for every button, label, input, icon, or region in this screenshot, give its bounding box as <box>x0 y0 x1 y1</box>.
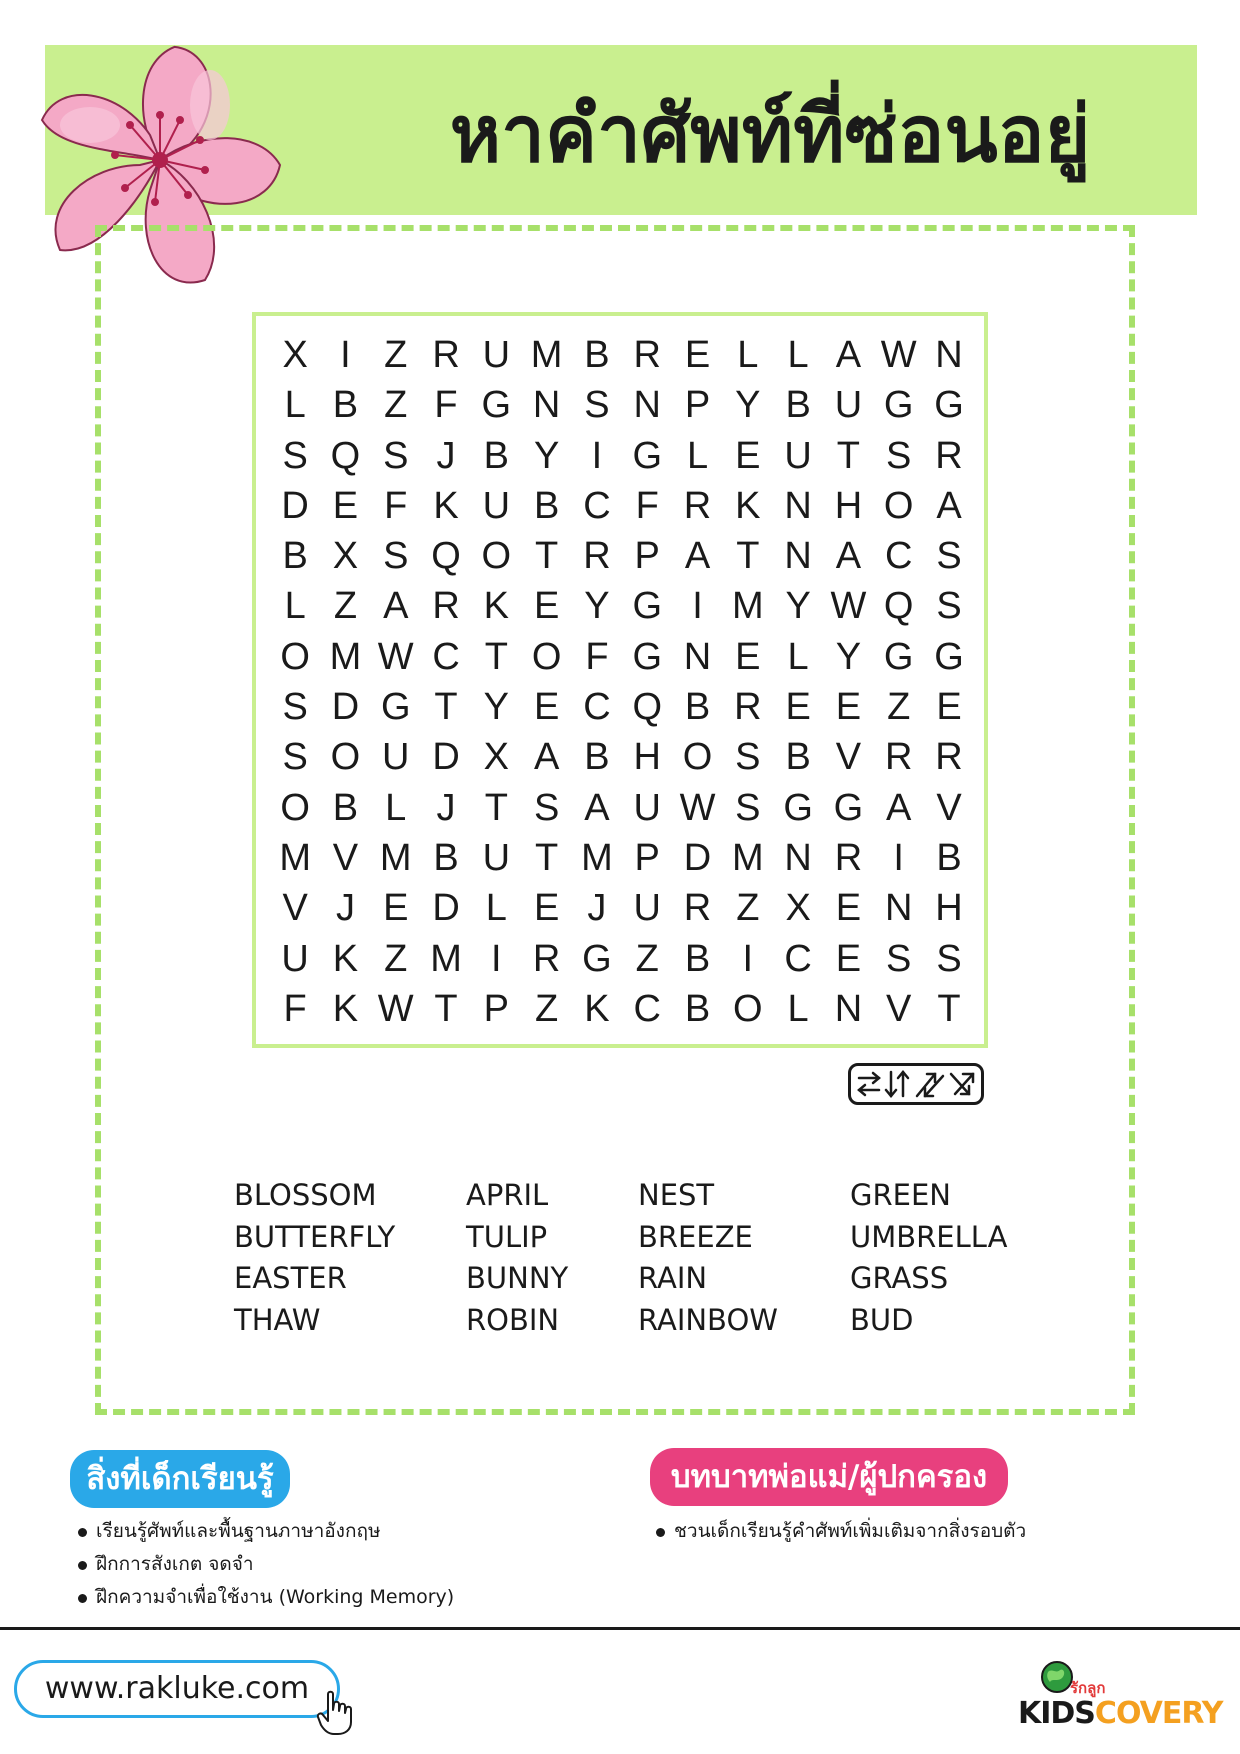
grid-letter: E <box>684 334 711 376</box>
kidscovery-logo <box>1018 1652 1228 1742</box>
grid-letter: J <box>587 887 607 930</box>
grid-letter: N <box>683 635 712 678</box>
grid-letter: M <box>581 836 613 879</box>
grid-letter: N <box>935 334 963 376</box>
grid-letter: E <box>785 686 811 729</box>
word-item: TULIP <box>466 1219 548 1254</box>
grid-letter: X <box>785 887 811 930</box>
grid-letter: N <box>532 384 561 427</box>
grid-letter: Z <box>384 334 408 376</box>
grid-letter: A <box>835 334 862 376</box>
grid-letter: O <box>883 484 914 527</box>
word-item: UMBRELLA <box>850 1219 1008 1254</box>
grid-letter: T <box>484 786 508 829</box>
grid-letter: S <box>735 786 761 829</box>
grid-letter: K <box>332 937 359 980</box>
grid-letter: L <box>485 887 507 930</box>
grid-letter: E <box>533 887 560 930</box>
word-item: RAINBOW <box>638 1302 778 1337</box>
footer-divider <box>0 1627 1240 1630</box>
grid-letter: I <box>692 585 703 628</box>
grid-letter: D <box>331 686 360 729</box>
grid-letter: B <box>785 736 811 779</box>
grid-letter: M <box>731 585 764 628</box>
grid-letter: X <box>483 736 510 779</box>
grid-letter: T <box>736 535 760 578</box>
grid-letter: I <box>491 937 502 980</box>
word-item: THAW <box>234 1302 321 1337</box>
grid-letter: V <box>282 887 308 930</box>
grid-letter: U <box>633 786 661 829</box>
grid-letter: V <box>886 987 912 1030</box>
grid-letter: Z <box>384 384 408 427</box>
grid-letter: S <box>886 434 912 477</box>
grid-letter: B <box>785 384 811 427</box>
grid-letter: E <box>383 887 409 930</box>
word-column <box>850 1175 1007 1341</box>
grid-letter: M <box>731 836 764 879</box>
grid-letter: R <box>432 334 460 376</box>
grid-letter: B <box>433 836 459 879</box>
grid-letter: R <box>734 686 762 729</box>
grid-letter: N <box>884 887 913 930</box>
grid-letter: K <box>483 585 510 628</box>
grid-letter: O <box>330 736 361 779</box>
grid-letter: Q <box>883 585 914 628</box>
grid-letter: F <box>434 384 458 427</box>
grid-letter: G <box>582 937 612 980</box>
grid-letter: B <box>936 836 962 879</box>
grid-letter: L <box>787 635 809 678</box>
grid-letter: F <box>384 484 408 527</box>
grid-letter: D <box>281 484 309 527</box>
grid-letter: E <box>533 585 560 628</box>
grid-letter: T <box>535 535 559 578</box>
grid-letter: C <box>583 484 611 527</box>
grid-letter: T <box>484 635 508 678</box>
grid-letter: G <box>833 786 864 829</box>
grid-letter: S <box>383 434 409 477</box>
grid-letter: I <box>591 434 603 477</box>
grid-letter: R <box>583 535 611 578</box>
grid-letter: S <box>383 535 409 578</box>
grid-letter: E <box>835 887 862 930</box>
parents-list <box>652 1515 1026 1548</box>
grid-letter: R <box>935 736 963 779</box>
grid-letter: T <box>434 686 458 729</box>
grid-letter: G <box>883 384 914 427</box>
grid-letter: W <box>880 334 917 376</box>
grid-letter: A <box>383 585 409 628</box>
grid-letter: M <box>329 635 362 678</box>
grid-letter: U <box>482 484 511 527</box>
grid-letter: K <box>433 484 459 527</box>
grid-letter: Y <box>483 686 510 729</box>
grid-letter: B <box>483 434 510 477</box>
grid-letter: S <box>936 585 962 628</box>
grid-letter: H <box>633 736 661 779</box>
learning-list <box>74 1515 454 1614</box>
grid-letter: O <box>280 635 310 678</box>
grid-letter: F <box>585 635 609 678</box>
grid-letter: B <box>332 786 359 829</box>
grid-letter: N <box>784 535 812 578</box>
grid-letter: U <box>281 937 309 980</box>
word-item: APRIL <box>466 1178 549 1212</box>
grid-letter: D <box>432 736 460 779</box>
grid-letter: G <box>632 635 662 678</box>
grid-letter: S <box>282 434 308 477</box>
grid-letter: A <box>533 736 560 779</box>
grid-letter: G <box>380 686 411 729</box>
grid-letter: S <box>282 736 308 779</box>
grid-letter: N <box>784 484 812 527</box>
grid-letter: B <box>684 987 711 1030</box>
grid-letter: Z <box>535 987 559 1030</box>
grid-letter: E <box>735 434 761 477</box>
grid-letter: F <box>283 987 307 1030</box>
grid-letter: K <box>584 987 610 1030</box>
word-item: BUD <box>850 1302 914 1337</box>
grid-letter: B <box>584 736 610 779</box>
word-column <box>638 1175 778 1341</box>
grid-letter: D <box>432 887 460 930</box>
grid-letter: U <box>382 736 410 779</box>
grid-letter: X <box>332 535 359 578</box>
grid-letter: W <box>377 635 414 678</box>
grid-letter: D <box>683 836 712 879</box>
grid-letter: C <box>633 987 661 1030</box>
word-item: BLOSSOM <box>234 1178 377 1212</box>
grid-letter: R <box>633 334 661 376</box>
grid-letter: O <box>531 635 562 678</box>
grid-letter: G <box>934 635 964 678</box>
grid-letter: B <box>684 937 711 980</box>
grid-letter: F <box>635 484 659 527</box>
grid-letter: E <box>533 686 560 729</box>
grid-letter: G <box>481 384 512 427</box>
parents-label: บทบาทพ่อแม่/ผู้ปกครอง <box>650 1448 1008 1506</box>
grid-letter: R <box>935 434 963 477</box>
grid-letter: Z <box>736 887 760 930</box>
grid-letter: E <box>835 686 862 729</box>
word-item: EASTER <box>234 1261 347 1295</box>
grid-letter: C <box>583 686 611 729</box>
word-item: BREEZE <box>638 1219 753 1254</box>
grid-letter: B <box>533 484 560 527</box>
grid-letter: G <box>632 585 662 628</box>
grid-letter: C <box>884 535 913 578</box>
grid-letter: S <box>533 786 560 829</box>
list-item: ฝึกการสังเกต จดจำ <box>74 1548 454 1581</box>
grid-letter: U <box>633 887 661 930</box>
grid-letter: B <box>332 384 359 427</box>
word-item: GRASS <box>850 1261 949 1295</box>
grid-letter: S <box>282 686 308 729</box>
grid-letter: Z <box>333 585 358 628</box>
grid-letter: Y <box>835 635 862 678</box>
grid-letter: V <box>835 736 862 779</box>
grid-letter: G <box>883 635 914 678</box>
letter-grid <box>270 330 970 1034</box>
grid-letter: P <box>684 384 711 427</box>
grid-letter: T <box>937 987 961 1030</box>
grid-letter: H <box>834 484 863 527</box>
grid-letter: E <box>936 686 962 729</box>
grid-letter: I <box>340 334 351 376</box>
grid-letter: P <box>483 987 510 1030</box>
grid-letter: N <box>834 987 863 1030</box>
word-item: ROBIN <box>466 1302 560 1337</box>
grid-letter: E <box>735 635 761 678</box>
grid-letter: K <box>735 484 761 527</box>
grid-letter: G <box>632 434 662 477</box>
grid-letter: V <box>332 836 359 879</box>
grid-letter: S <box>735 736 761 779</box>
grid-letter: A <box>584 786 610 829</box>
grid-letter: S <box>936 937 962 980</box>
grid-letter: A <box>886 786 912 829</box>
grid-letter: U <box>834 384 863 427</box>
globe-icon <box>1040 1660 1074 1694</box>
list-item: เรียนรู้ศัพท์และพื้นฐานภาษาอังกฤษ <box>74 1515 454 1548</box>
grid-letter: J <box>436 434 456 477</box>
grid-letter: Q <box>632 686 662 729</box>
grid-letter: Q <box>330 434 361 477</box>
grid-letter: I <box>893 836 904 879</box>
grid-letter: R <box>884 736 913 779</box>
grid-letter: A <box>936 484 962 527</box>
word-list <box>0 1175 1240 1355</box>
logo-main-text: KIDSCOVERY <box>1018 1696 1223 1731</box>
grid-letter: J <box>335 887 355 930</box>
grid-letter: P <box>634 535 660 578</box>
grid-letter: R <box>683 484 712 527</box>
list-item: ฝึกความจำเพื่อใช้งาน (Working Memory) <box>74 1581 454 1614</box>
grid-letter: V <box>936 786 962 829</box>
grid-letter: L <box>737 334 759 376</box>
grid-letter: O <box>481 535 512 578</box>
grid-letter: U <box>482 334 511 376</box>
grid-letter: N <box>633 384 661 427</box>
grid-letter: W <box>679 786 716 829</box>
grid-letter: L <box>787 987 809 1030</box>
grid-letter: Z <box>887 686 911 729</box>
word-column <box>234 1175 395 1341</box>
grid-letter: Q <box>431 535 461 578</box>
grid-letter: R <box>432 585 460 628</box>
grid-letter: M <box>430 937 462 980</box>
grid-letter: J <box>436 786 456 829</box>
grid-letter: Z <box>384 937 408 980</box>
grid-letter: U <box>784 434 812 477</box>
grid-letter: Y <box>584 585 610 628</box>
grid-letter: W <box>377 987 414 1030</box>
grid-letter: B <box>282 535 308 578</box>
logo-small-text: รักลูก <box>1070 1679 1106 1697</box>
grid-letter: L <box>385 786 407 829</box>
word-directions-arrows-icon <box>848 1063 984 1105</box>
grid-letter: N <box>784 836 812 879</box>
page-title: หาคำศัพท์ที่ซ่อนอยู่ <box>449 90 1091 180</box>
grid-letter: H <box>935 887 963 930</box>
grid-letter: P <box>634 836 660 879</box>
grid-letter: X <box>282 334 308 376</box>
website-link[interactable]: www.rakluke.com <box>14 1660 340 1718</box>
grid-letter: Y <box>785 585 811 628</box>
grid-letter: I <box>742 937 754 980</box>
grid-letter: C <box>432 635 460 678</box>
grid-letter: R <box>834 836 863 879</box>
grid-letter: C <box>784 937 812 980</box>
grid-letter: T <box>535 836 559 879</box>
grid-letter: T <box>434 987 458 1030</box>
grid-letter: R <box>683 887 712 930</box>
grid-letter: L <box>284 384 306 427</box>
word-item: RAIN <box>638 1261 708 1295</box>
grid-letter: S <box>584 384 610 427</box>
grid-letter: M <box>530 334 563 376</box>
grid-letter: L <box>787 334 809 376</box>
grid-letter: L <box>284 585 306 628</box>
grid-letter: S <box>936 535 962 578</box>
grid-letter: E <box>332 484 359 527</box>
grid-letter: A <box>835 535 862 578</box>
grid-letter: O <box>280 786 310 829</box>
grid-letter: Y <box>533 434 560 477</box>
list-item: ชวนเด็กเรียนรู้คำศัพท์เพิ่มเติมจากสิ่งรอบตัว <box>652 1515 1026 1548</box>
word-item: BUNNY <box>466 1261 569 1295</box>
grid-letter: L <box>686 434 709 477</box>
grid-letter: T <box>836 434 861 477</box>
grid-letter: B <box>584 334 610 376</box>
word-item: NEST <box>638 1178 715 1212</box>
grid-letter: B <box>684 686 711 729</box>
grid-letter: A <box>684 535 711 578</box>
grid-letter: G <box>783 786 813 829</box>
grid-letter: W <box>830 585 867 628</box>
grid-letter: K <box>332 987 359 1030</box>
grid-letter: G <box>934 384 964 427</box>
grid-letter: M <box>279 836 311 879</box>
grid-letter: R <box>532 937 561 980</box>
grid-letter: S <box>886 937 912 980</box>
word-item: BUTTERFLY <box>234 1219 396 1254</box>
learning-label: สิ่งที่เด็กเรียนรู้ <box>70 1450 290 1508</box>
word-item: GREEN <box>850 1178 951 1212</box>
grid-letter: O <box>682 736 713 779</box>
grid-letter: E <box>835 937 862 980</box>
grid-letter: M <box>379 836 412 879</box>
grid-letter: Y <box>735 384 761 427</box>
word-column <box>466 1175 568 1341</box>
grid-letter: U <box>482 836 511 879</box>
grid-letter: O <box>733 987 763 1030</box>
hand-pointer-icon <box>316 1690 356 1736</box>
grid-letter: Z <box>635 937 659 980</box>
